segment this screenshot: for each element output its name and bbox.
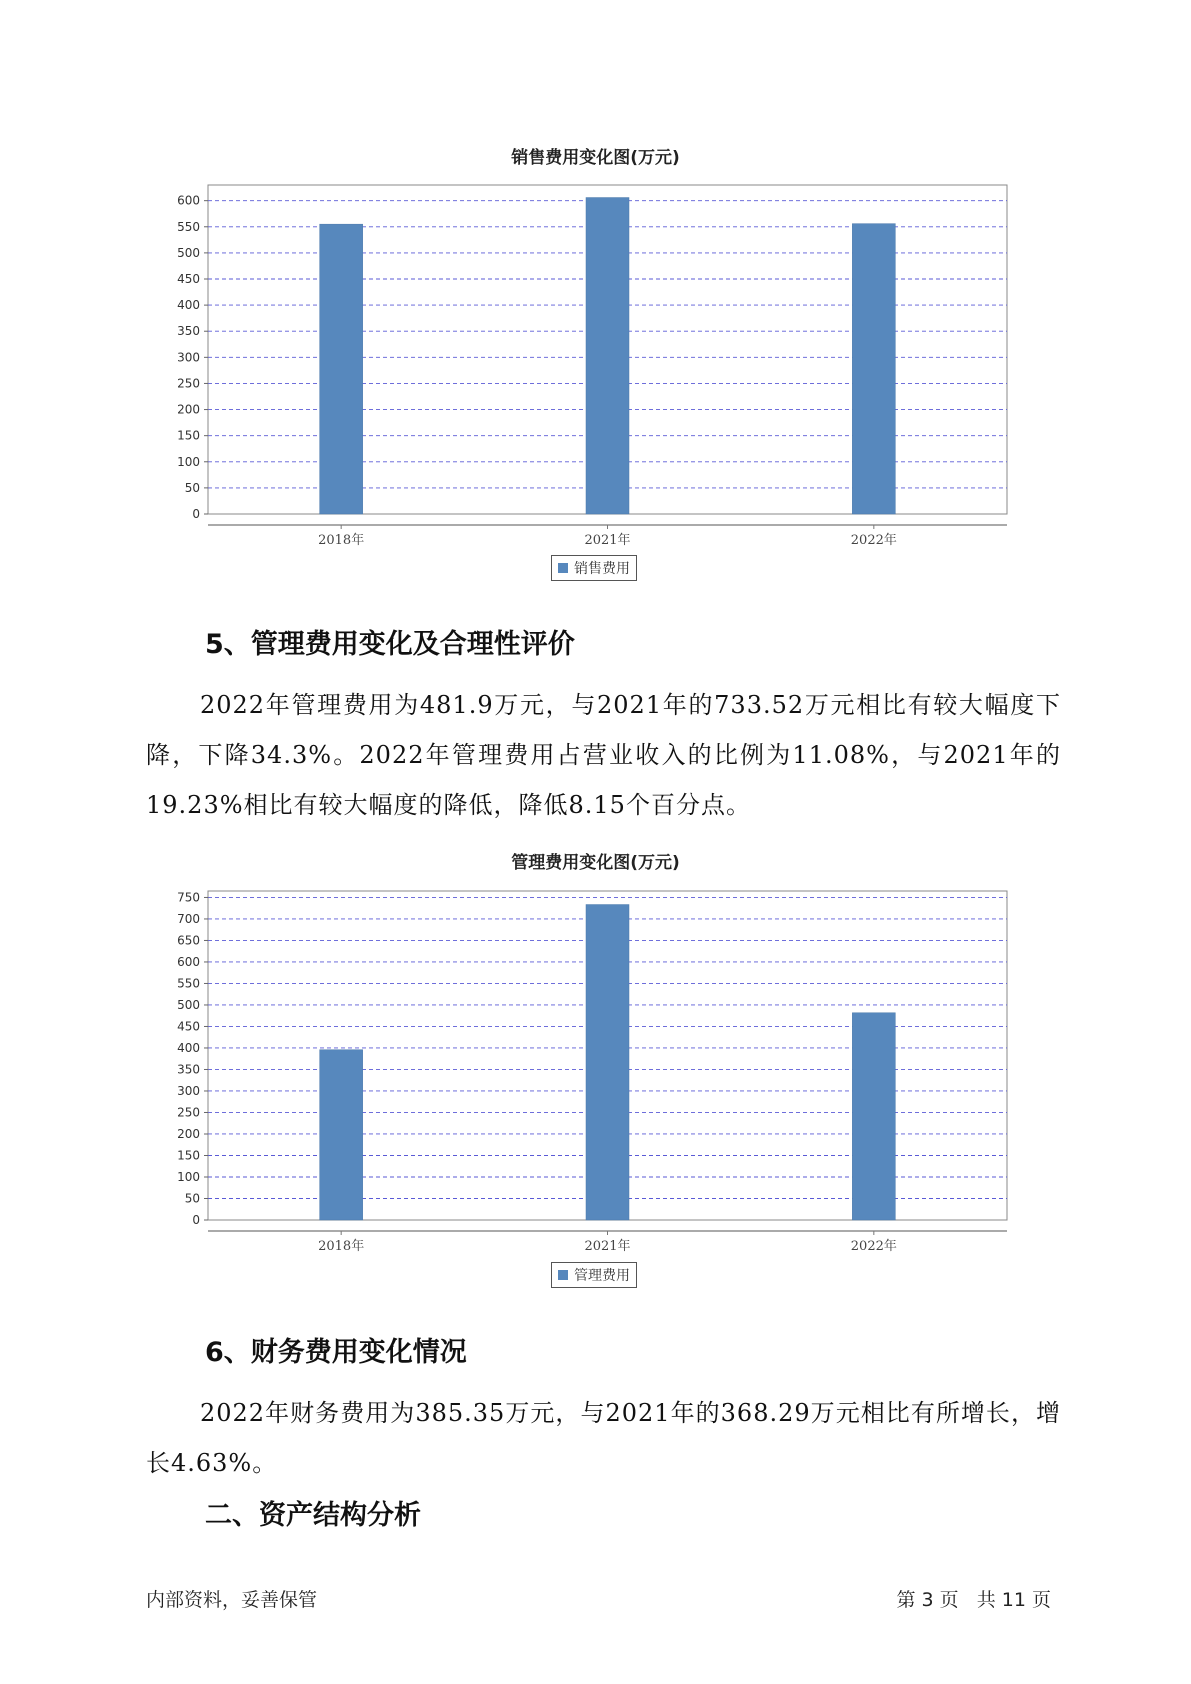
legend-swatch-icon: [558, 563, 568, 573]
y-tick-label: 150: [177, 1148, 200, 1163]
chart-title-mgmt: 管理费用变化图(万元): [511, 853, 680, 873]
y-tick-label: 400: [177, 1040, 200, 1055]
y-tick-label: 0: [192, 1213, 200, 1227]
section-heading-mgmt: 5、管理费用变化及合理性评价: [205, 629, 575, 660]
y-tick-label: 550: [177, 219, 200, 234]
legend-mgmt: [551, 1262, 637, 1288]
footer-confidential: 内部资料，妥善保管: [146, 1589, 318, 1611]
bar: [320, 224, 363, 514]
chart-title-sales: 销售费用变化图(万元): [511, 148, 680, 168]
y-tick-label: 250: [177, 1105, 200, 1120]
x-tick-label: 2018年: [318, 1239, 365, 1254]
bar: [320, 1050, 363, 1220]
bar: [852, 1013, 895, 1220]
x-tick-label: 2022年: [850, 533, 897, 548]
x-tick-label: 2022年: [850, 1239, 897, 1254]
paragraph-finance: 2022年财务费用为385.35万元，与2021年的368.29万元相比有所增长，增长4.63%。: [146, 1399, 1061, 1477]
y-tick-label: 500: [177, 997, 200, 1012]
y-tick-label: 650: [177, 933, 200, 948]
y-tick-label: 0: [192, 507, 200, 521]
y-tick-label: 450: [177, 272, 200, 286]
y-tick-label: 100: [177, 454, 200, 469]
section-heading-asset: 二、资产结构分析: [205, 1500, 421, 1531]
y-tick-label: 300: [177, 1083, 200, 1098]
y-tick-label: 750: [177, 890, 200, 905]
y-tick-label: 500: [177, 245, 200, 260]
y-tick-label: 350: [177, 324, 200, 339]
y-tick-label: 300: [177, 350, 200, 365]
sales-expense-chart: [0, 180, 1191, 560]
y-tick-label: 250: [177, 376, 200, 391]
x-tick-label: 2021年: [584, 1239, 631, 1254]
legend-label: 销售费用: [574, 561, 630, 577]
y-tick-label: 200: [177, 1126, 200, 1141]
y-tick-label: 50: [184, 480, 200, 495]
bar: [586, 198, 629, 514]
y-tick-label: 600: [177, 193, 200, 208]
legend-swatch-icon: [558, 1270, 568, 1280]
footer-page-number: 第 3 页 共 11 页: [896, 1589, 1051, 1611]
section-heading-finance: 6、财务费用变化情况: [205, 1337, 467, 1368]
legend-sales: [551, 555, 637, 581]
y-tick-label: 600: [177, 954, 200, 969]
x-tick-label: 2018年: [318, 533, 365, 548]
y-tick-label: 450: [177, 1019, 200, 1034]
y-tick-label: 50: [184, 1191, 200, 1206]
y-tick-label: 700: [177, 911, 200, 926]
mgmt-expense-chart: [0, 885, 1191, 1265]
y-tick-label: 150: [177, 428, 200, 443]
legend-label: 管理费用: [574, 1268, 630, 1284]
bar: [852, 224, 895, 514]
x-tick-label: 2021年: [584, 533, 631, 548]
y-tick-label: 200: [177, 402, 200, 417]
y-tick-label: 550: [177, 976, 200, 991]
paragraph-mgmt: 2022年管理费用为481.9万元，与2021年的733.52万元相比有较大幅度下降，下降34.3%。2022年管理费用占营业收入的比例为11.08%，与2021年的19.23%相比有较大幅度的降低，降低8.15个百分点。: [146, 691, 1061, 819]
y-tick-label: 100: [177, 1169, 200, 1184]
bar: [586, 905, 629, 1220]
y-tick-label: 400: [177, 298, 200, 313]
y-tick-label: 350: [177, 1062, 200, 1077]
